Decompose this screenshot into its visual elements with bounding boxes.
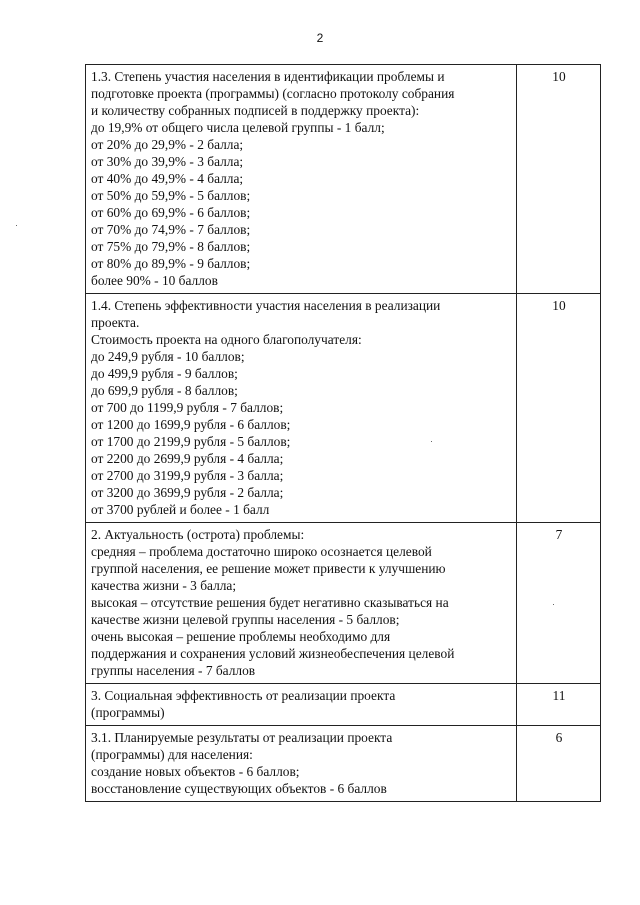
criterion-description <box>86 684 517 726</box>
description-line: 1.3. Степень участия населения в идентификации проблемы и <box>91 69 445 84</box>
description-line: до 699,9 рубля - 8 баллов; <box>91 383 238 398</box>
page-number: 2 <box>316 31 324 45</box>
description-line: до 249,9 рубля - 10 баллов; <box>91 349 245 364</box>
description-line: (программы) <box>91 705 165 720</box>
description-line: до 499,9 рубля - 9 баллов; <box>91 366 238 381</box>
table-row <box>86 684 601 726</box>
description-line: 2. Актуальность (острота) проблемы: <box>91 527 305 542</box>
description-line: более 90% - 10 баллов <box>91 273 218 288</box>
description-line: до 19,9% от общего числа целевой группы - 1 балл; <box>91 120 385 135</box>
description-line: 1.4. Степень эффективности участия населения в реализации <box>91 298 441 313</box>
criterion-score: 10 <box>517 65 601 294</box>
description-line: восстановление существующих объектов - 6 баллов <box>91 781 387 796</box>
criteria-table <box>85 64 601 802</box>
criterion-score: 6 <box>517 726 601 802</box>
description-line: от 40% до 49,9% - 4 балла; <box>91 171 244 186</box>
description-line: от 3200 до 3699,9 рубля - 2 балла; <box>91 485 284 500</box>
description-line: от 1700 до 2199,9 рубля - 5 баллов; <box>91 434 291 449</box>
description-line: от 2700 до 3199,9 рубля - 3 балла; <box>91 468 284 483</box>
criterion-description <box>86 523 517 684</box>
description-line: проекта. <box>91 315 140 330</box>
scan-speck <box>553 604 554 605</box>
table-row <box>86 726 601 802</box>
description-line: группой населения, ее решение может привести к улучшению <box>91 561 446 576</box>
description-line: создание новых объектов - 6 баллов; <box>91 764 300 779</box>
description-line: высокая – отсутствие решения будет негативно сказываться на <box>91 595 449 610</box>
description-line: поддержания и сохранения условий жизнеобеспечения целевой <box>91 646 455 661</box>
description-line: средняя – проблема достаточно широко осознается целевой <box>91 544 432 559</box>
criterion-description <box>86 65 517 294</box>
description-line: от 75% до 79,9% - 8 баллов; <box>91 239 251 254</box>
description-line: от 30% до 39,9% - 3 балла; <box>91 154 244 169</box>
criterion-score: 7 <box>517 523 601 684</box>
criterion-score: 11 <box>517 684 601 726</box>
description-line: 3. Социальная эффективность от реализации проекта <box>91 688 396 703</box>
criterion-description <box>86 294 517 523</box>
description-line: качества жизни - 3 балла; <box>91 578 237 593</box>
description-line: от 50% до 59,9% - 5 баллов; <box>91 188 251 203</box>
description-line: качестве жизни целевой группы населения - 5 баллов; <box>91 612 400 627</box>
scan-speck <box>431 441 432 442</box>
description-line: 3.1. Планируемые результаты от реализации проекта <box>91 730 393 745</box>
scan-speck <box>16 225 17 226</box>
criterion-description <box>86 726 517 802</box>
table-row <box>86 65 601 294</box>
description-line: от 700 до 1199,9 рубля - 7 баллов; <box>91 400 284 415</box>
description-line: от 70% до 74,9% - 7 баллов; <box>91 222 251 237</box>
description-line: от 1200 до 1699,9 рубля - 6 баллов; <box>91 417 291 432</box>
description-line: и количеству собранных подписей в поддержку проекта): <box>91 103 420 118</box>
description-line: от 2200 до 2699,9 рубля - 4 балла; <box>91 451 284 466</box>
criterion-score: 10 <box>517 294 601 523</box>
table-row <box>86 294 601 523</box>
description-line: подготовке проекта (программы) (согласно протоколу собрания <box>91 86 455 101</box>
description-line: от 60% до 69,9% - 6 баллов; <box>91 205 251 220</box>
description-line: очень высокая – решение проблемы необходимо для <box>91 629 391 644</box>
description-line: от 20% до 29,9% - 2 балла; <box>91 137 244 152</box>
description-line: группы населения - 7 баллов <box>91 663 256 678</box>
table-row <box>86 523 601 684</box>
description-line: Стоимость проекта на одного благополучателя: <box>91 332 362 347</box>
description-line: (программы) для населения: <box>91 747 253 762</box>
description-line: от 80% до 89,9% - 9 баллов; <box>91 256 251 271</box>
description-line: от 3700 рублей и более - 1 балл <box>91 502 270 517</box>
